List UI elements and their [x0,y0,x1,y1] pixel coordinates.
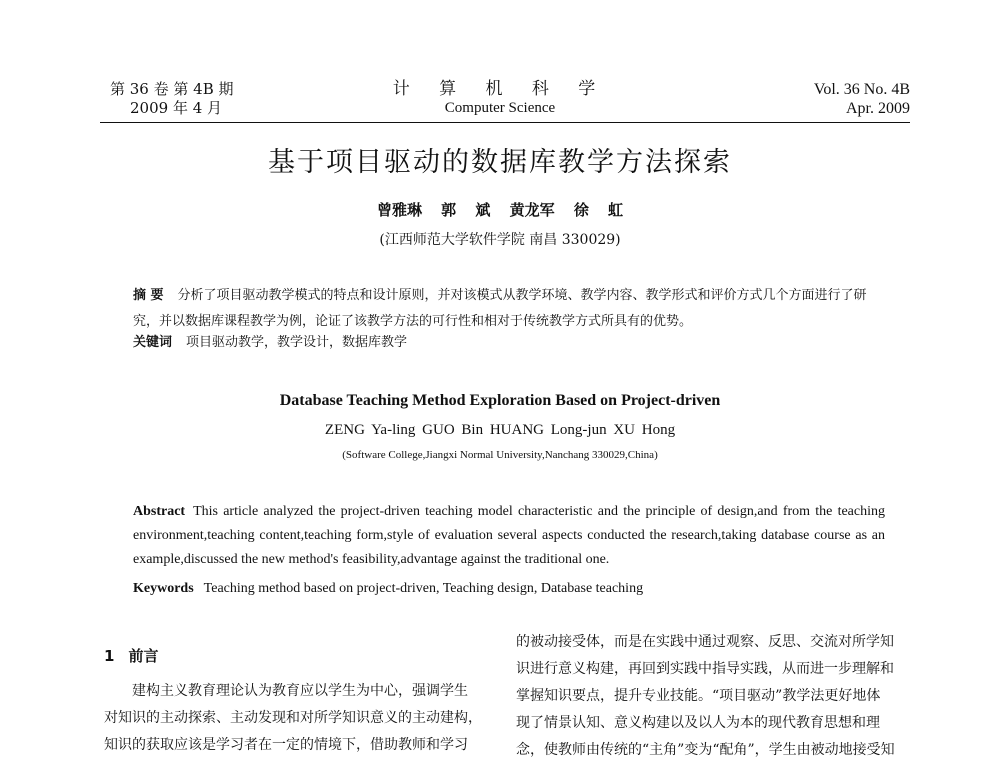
text-line: 对知识的主动探索、主动发现和对所学知识意义的主动建构， [104,710,482,726]
keywords-text-en: Teaching method based on project-driven, Teaching design, Database teaching [203,581,644,596]
journal-name-cn: 计 算 机 科 学 [392,79,608,99]
abstract-text-cn: 分析了项目驱动教学模式的特点和设计原则，并对该模式从教学环境、教学内容、教学形式和评价方式几个方面进行了研究，并以数据库课程教学为例，论证了该教学方法的可行性和相对于传统教学方式所具有的优势。 [133,288,867,329]
keywords-cn [133,333,873,353]
text-line: 念，使教师由传统的“主角”变为“配角”，学生由被动地接受知 [516,742,895,758]
body-right-column [516,629,900,764]
abstract-cn [133,283,873,335]
abstract-label-cn: 摘 要 [133,288,164,303]
volume-issue-cn: 第 36 卷 第 4B 期 [110,80,234,98]
abstract-text-en: This article analyzed the project-driven teaching model characteristic and the principle of design,and from the teaching environment,teaching content,teaching form,style of evaluation several aspects conducted the research,taking database course as an example,discussed the new method's feasibility,advantage against the traditional one. [133,504,885,567]
body-left-column [104,643,496,759]
text-line: 的被动接受体，而是在实践中通过观察、反思、交流对所学知 [516,634,894,650]
affiliation-cn: (江西师范大学软件学院 南昌 330029) [379,232,621,248]
abstract-label-en: Abstract [133,504,186,519]
journal-name-en: Computer Science [444,100,556,116]
keywords-label-en: Keywords [133,581,194,596]
section-number: 1 [104,647,115,665]
keywords-label-cn: 关键词 [133,335,173,350]
text-line: 掌握知识要点，提升专业技能。“项目驱动”教学法更好地体 [516,688,881,704]
keywords-en [133,579,885,599]
body-paragraph-left [104,678,496,759]
journal-issue-info-en [814,80,910,118]
section-title: 前言 [128,647,159,665]
paper-title-en: Database Teaching Method Exploration Based on Project-driven [279,392,721,409]
text-line: 知识的获取应该是学习者在一定的情境下，借助教师和学习 [104,737,468,753]
paper-title-cn: 基于项目驱动的数据库教学方法探索 [268,147,732,178]
affiliation-en: (Software College,Jiangxi Normal University,Nanchang 330029,China) [342,449,658,461]
header-rule [100,122,910,123]
section-heading [104,643,496,670]
date-cn: 2009 年 4 月 [130,99,223,117]
volume-issue-en: Vol. 36 No. 4B [813,81,910,98]
text-line: 现了情景认知、意义构建以及以人为本的现代教育思想和理 [516,715,880,731]
abstract-en [133,500,885,572]
keywords-text-cn: 项目驱动教学，教学设计，数据库教学 [186,335,408,350]
text-line: 识进行意义构建，再回到实践中指导实践，从而进一步理解和 [516,661,894,677]
authors-cn: 曾雅琳 郭 斌 黄龙军 徐 虹 [376,201,624,219]
text-line: 建构主义教育理论认为教育应以学生为中心，强调学生 [132,683,468,699]
date-en: Apr. 2009 [846,100,910,117]
authors-en: ZENG Ya-ling GUO Bin HUANG Long-jun XU Hong [324,422,676,438]
